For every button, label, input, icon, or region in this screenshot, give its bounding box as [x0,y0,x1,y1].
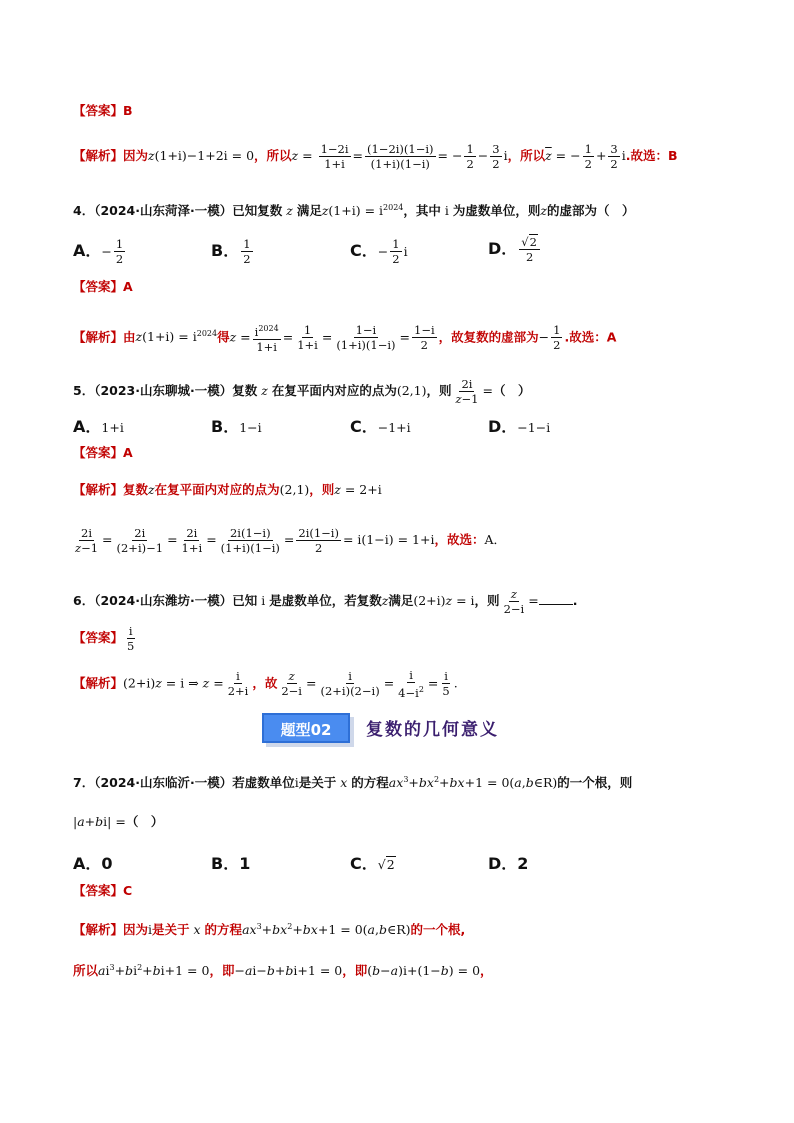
question-text: （ ） [492,383,531,398]
q4-answer-value: A [123,279,133,294]
q3-formula: z(1+i)−1+2i = 0 [148,148,255,163]
question-number: 4． [73,203,95,219]
q4-answer-line [73,278,133,296]
q5-analysis-text: ，则 [309,482,335,497]
q3-analysis-line: 【解析】因为z(1+i)−1+2i = 0，所以z = $\frac{1-2i}{1+i}$ = $\frac{(1-2i)(1-i)}{(1+i)(1-i)}$ = − $\frac{1}{2}$ − $\frac{3}{2}$ i，所以$\overline{z}$ = − $\frac{1}{2}$ + $\frac{3}{2}$ i.故选：B [73,142,678,171]
q5-answer-line [73,444,133,462]
answer-blank[interactable] [539,592,573,605]
q5-answer-value: A [123,445,133,460]
q4-question: 4．（2024·山东菏泽·一模）已知复数 z 满足$z(1+i) = i^{2024}$，其中 i 为虚数单位，则z的虚部为（ ） [73,203,635,219]
option-value: 2 [517,854,529,873]
question-text: 的方程 [351,775,389,791]
option-label: A． [73,854,102,873]
q7-analysis-line-2: 所以$ai^3+bi^2+bi+1 = 0$，即−ai−b+bi+1 = 0，即(b−a)i+(1−b) = 0， [73,963,493,979]
analysis-tag: 【解析】 [73,148,124,163]
q4-option-a: A．− $\frac{1}{2}$ [73,237,124,266]
option-label: D． [488,239,518,258]
question-text: ，则 [426,383,452,398]
question-text: 满足 [296,203,322,219]
question-text: ，其中 [403,203,441,219]
option-value: −1−i [517,420,551,435]
option-label: D． [488,854,518,873]
fraction: $\frac{3}{2}$ [492,142,500,171]
q3-analysis-text: ，所以 [507,148,546,163]
option-label: C． [350,241,378,260]
q4-option-c: C．− $\frac{1}{2}$ i [350,237,408,266]
q5-question: 5．（2023·山东聊城·一模）复数 z 在复平面内对应的点为(2,1)，则 $\frac{2i}{z-1}$ =（ ） [73,377,531,406]
option-label: C． [350,417,378,436]
answer-tag: 【答案】 [73,630,124,645]
question-text: 复数 [232,383,258,398]
analysis-tag: 【解析】 [73,482,124,497]
q7-analysis-text: ， [480,963,493,979]
q7-analysis-line: 【解析】因为i是关于 x 的方程$ax^3+bx^2+bx+1$ = 0(a,b∈R)的一个根, [73,922,466,938]
question-text: 满足 [388,593,414,608]
q5-analysis-text: 在复平面内对应的点为 [154,482,280,497]
q4-analysis-text: .故选：A [564,329,617,345]
q7-analysis-text: 所以 [73,963,99,979]
q3-analysis-text: 因为 [123,148,149,163]
analysis-tag: 【解析】 [73,675,124,691]
analysis-tag: 【解析】 [73,922,124,938]
q7-question: 7．（2024·山东临沂·一模）若虚数单位i是关于 x 的方程$ax^3+bx^2+bx+1$ = 0(a,b∈R)的一个根，则 [73,775,633,791]
q7-option-a [73,851,113,874]
question-text: （ ） [125,814,164,829]
question-text: 在复平面内对应的点为 [271,383,397,398]
q7-analysis-text: ，即 [209,963,235,979]
q6-analysis-line: 【解析】(2+i)z = i ⇒ z = $\frac{i}{2+i}$ ，故 $\frac{z}{2-i}$ = $\frac{i}{(2+i)(2-i)}$ = $\frac{i}{4-i^2}$ = $\frac{i}{5}$ . [73,668,458,700]
option-value: 0 [101,854,113,873]
q7-option-d [488,851,528,874]
q6-question: 6．（2024·山东潍坊·一模）已知 i 是虚数单位，若复数z满足(2+i)z = i，则 $\frac{z}{2-i}$ = . [73,587,578,616]
question-text: 已知复数 [232,203,283,219]
q5-option-b [211,414,262,437]
fraction: $\frac{1-2i}{1+i}$ [320,142,349,171]
question-text: 若虚数单位 [232,775,295,791]
q4-analysis-text: 得 [217,329,230,345]
q5-analysis-text: 复数 [123,482,149,497]
analysis-tag: 【解析】 [73,329,124,345]
option-value: 1−i [239,420,262,435]
option-value: 1 [239,854,251,873]
fraction: $\frac{1}{2}$ [466,142,474,171]
option-value: −1+i [377,420,411,435]
q7-option-c: C．√2 [350,854,395,873]
option-label: B． [211,417,240,436]
question-number: 5． [73,383,95,398]
q7-analysis-text: 因为 [123,922,149,938]
q4-analysis-text: ，故复数的虚部为 [438,329,539,345]
option-label: C． [350,854,378,873]
q3-answer-value: B [123,103,133,118]
answer-tag: 【答案】 [73,103,124,118]
q4-analysis-text: 由 [123,329,136,345]
fraction: $\frac{(1-2i)(1-i)}{(1+i)(1-i)}$ [367,142,434,171]
q7-analysis-text: 是关于 [152,922,190,938]
q5-analysis-text: ，故选： [434,532,485,547]
q5-option-c [350,414,411,437]
question-text: 为虚数单位，则 [452,203,541,219]
question-text: ，则 [474,593,500,608]
q5-analysis-line-2: $\frac{2i}{z-1}$ = $\frac{2i}{(2+i)-1}$ = $\frac{2i}{1+i}$ = $\frac{2i(1-i)}{(1+i)(1-i)}$ = $\frac{2i(1-i)}{2}$ = i(1−i) = 1+i，故选：A． [75,526,506,555]
q7-answer-line [73,882,132,900]
question-source: （2024·山东临沂·一模） [94,775,233,791]
q7-analysis-text: 的一个根, [410,922,466,938]
q3-answer-line [73,102,133,120]
q7-analysis-text: ，即 [342,963,368,979]
question-source: （2024·山东潍坊·一模） [94,593,233,608]
q7-answer-value: C [123,883,133,898]
q7-analysis-text: 的方程 [204,922,243,938]
q3-analysis-text: ，所以 [254,148,292,163]
question-number: 6． [73,593,95,608]
option-label: A． [73,417,102,436]
fraction: $\frac{3}{2}$ [610,142,618,171]
option-label: B． [211,241,240,260]
question-text: 是虚数单位，若复数 [269,593,382,608]
q5-analysis-line: 【解析】复数z在复平面内对应的点为(2,1)，则z = 2+i [73,482,382,497]
q4-analysis-line: 【解析】由$z(1+i) = i^{2024}$得z = $\frac{i^{2024}}{1+i}$ = $\frac{1}{1+i}$ = $\frac{1-i}{(1+i)(1-i)}$ = $\frac{1-i}{2}$ ，故复数的虚部为− $\frac{1}{2}$ .故选：A [73,323,617,354]
q7-option-b [211,851,250,874]
answer-tag: 【答案】 [73,279,124,294]
answer-tag: 【答案】 [73,883,124,898]
question-text: 已知 [232,593,258,608]
option-label: D． [488,417,518,436]
answer-tag: 【答案】 [73,445,124,460]
section-badge: 题型02 [262,713,350,743]
q3-analysis-text: .故选：B [625,148,678,163]
q6-answer-line: 【答案】 $\frac{i}{5}$ [73,624,135,653]
q4-option-d: D． $\frac{√2}{2}$ [488,235,542,264]
q3-formula: z = [291,148,317,163]
question-source: （2024·山东菏泽·一模） [94,203,233,219]
q5-option-a [73,414,124,437]
option-label: A． [73,241,102,260]
q5-analysis-text: A． [484,532,506,547]
question-source: （2023·山东聊城·一模） [94,383,233,398]
question-text: 的一个根，则 [557,775,633,791]
q4-option-b: B． $\frac{1}{2}$ [211,237,251,266]
q7-question-line-2: |a+bi| =（ ） [73,814,164,829]
fraction: $\frac{1}{2}$ [584,142,592,171]
option-value: 1+i [101,420,124,435]
question-text: 的虚部为（ ） [546,203,635,219]
q5-option-d [488,414,550,437]
question-text: 是关于 [298,775,337,791]
question-text: . [572,593,578,608]
question-number: 7． [73,775,95,791]
option-label: B． [211,854,240,873]
section-title: 复数的几何意义 [366,720,499,740]
